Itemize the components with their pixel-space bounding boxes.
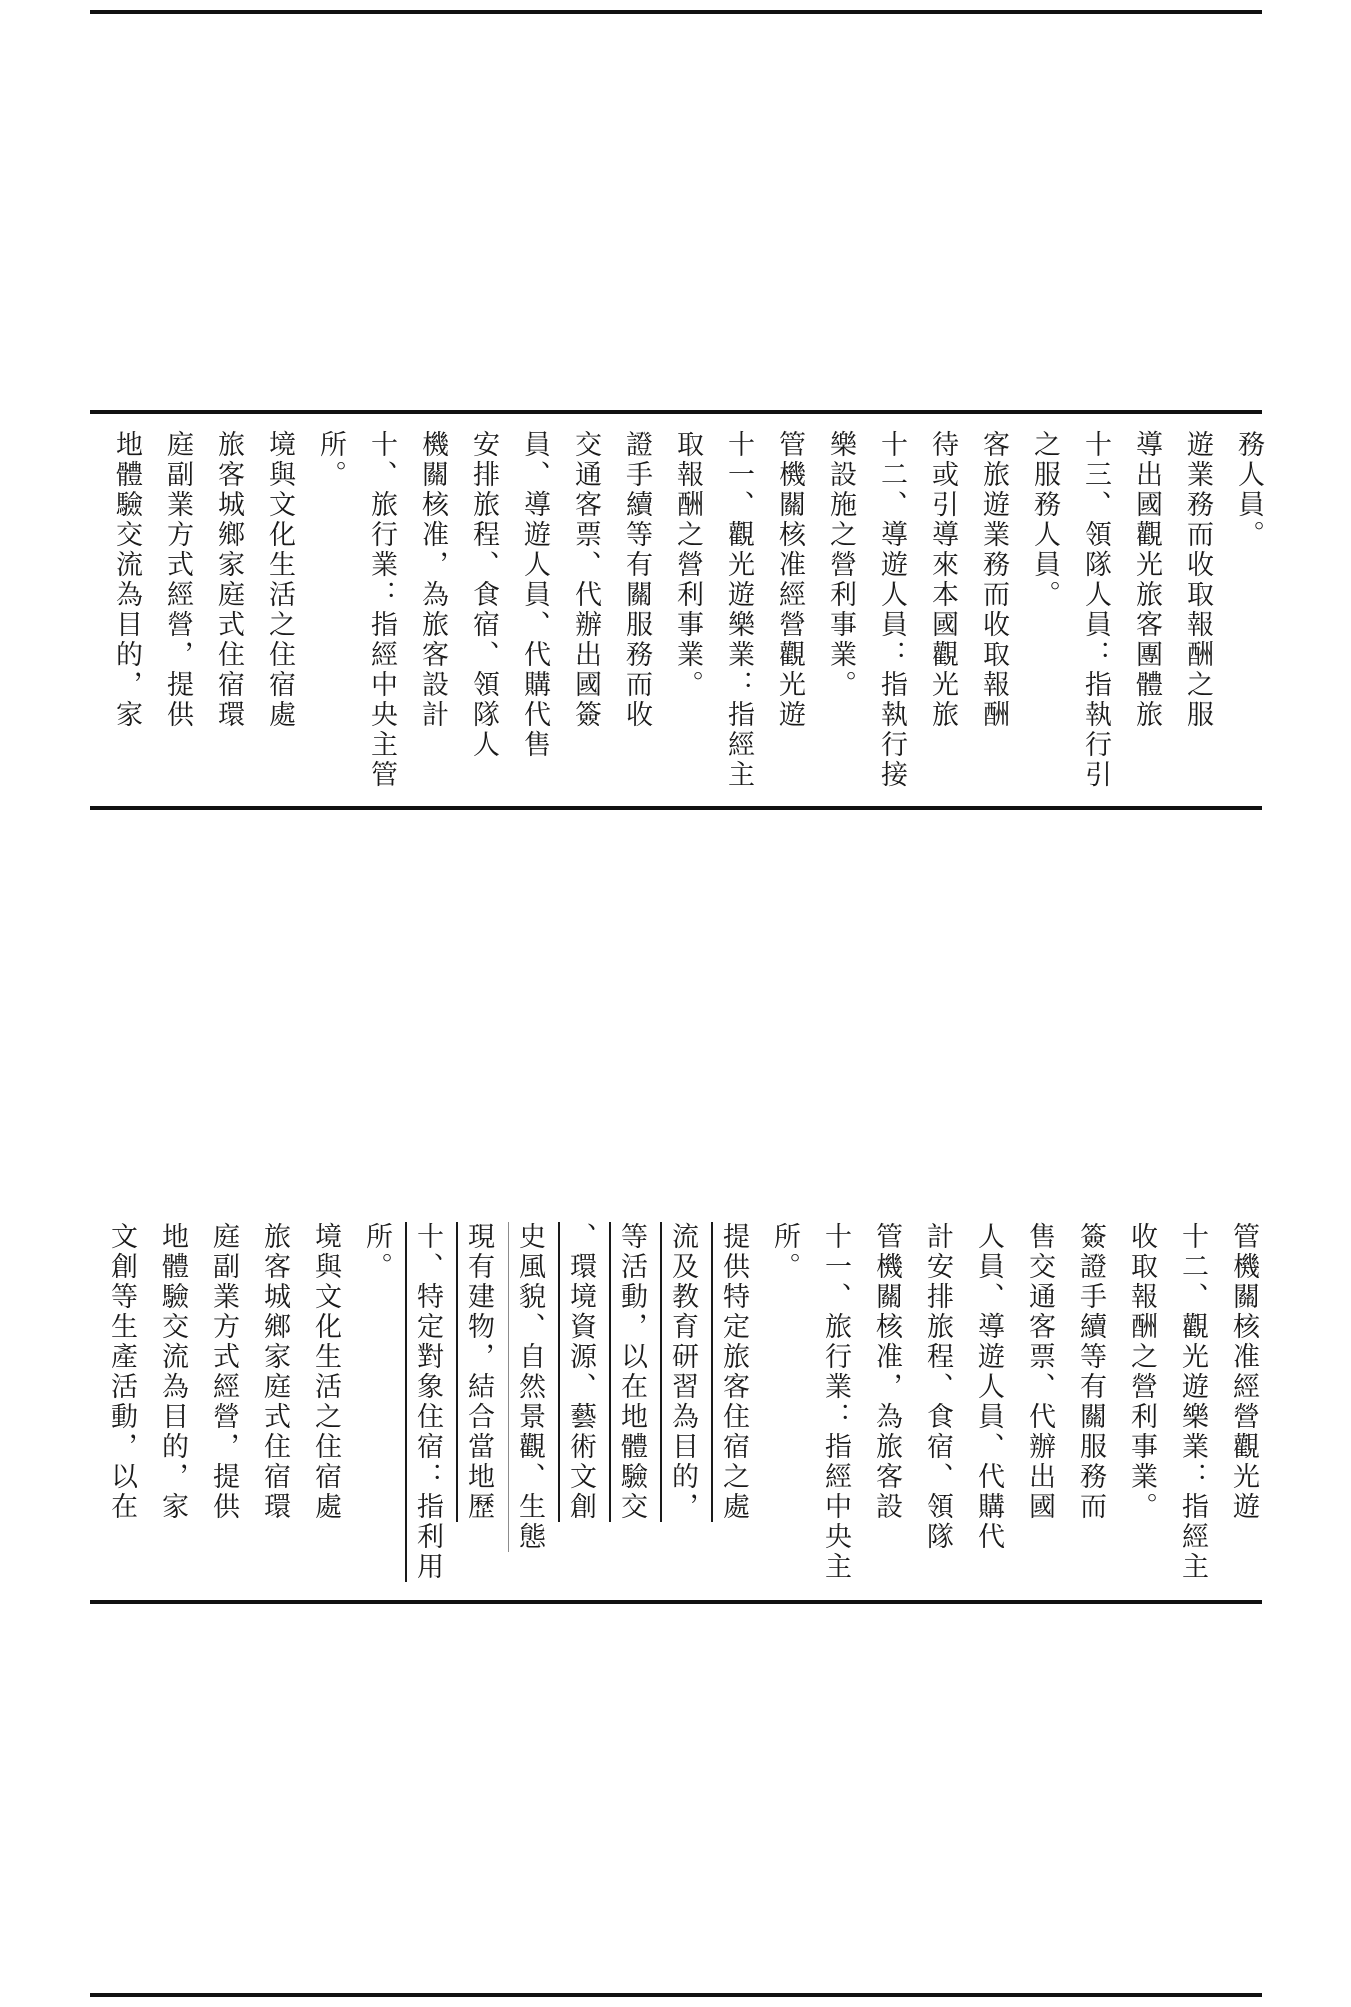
amended-text-line: 提供特定旅客住宿之處 (718, 1222, 749, 1522)
amended-text-line: 現有建物，結合當地歷 (463, 1222, 494, 1522)
amended-text-line: 、環境資源、藝術文創 (565, 1222, 596, 1522)
text-line: 文創等生產活動，以在 (106, 1222, 137, 1522)
text-line: 所。 (361, 1222, 392, 1282)
text-line: 地體驗交流為目的，家 (157, 1222, 188, 1522)
table-row-divider (90, 1600, 1262, 1604)
table-row-divider (90, 410, 1262, 414)
text-line: 所。 (769, 1222, 800, 1282)
text-line: 管機關核准經營觀光遊 (1228, 1222, 1259, 1522)
text-line: 十一、旅行業：指經中央主 (820, 1222, 851, 1582)
text-line: 十一、觀光遊樂業：指經主 (723, 430, 754, 790)
amended-text-line: 流及教育研習為目的， (667, 1222, 698, 1522)
text-line: 員、導遊人員、代購代售 (519, 430, 550, 760)
table-border-top (90, 10, 1262, 14)
text-line: 簽證手續等有關服務而 (1075, 1222, 1106, 1522)
text-line: 十三、領隊人員：指執行引 (1080, 430, 1111, 790)
amended-text-line: 等活動，以在地體驗交 (616, 1222, 647, 1522)
text-line: 之服務人員。 (1029, 430, 1060, 610)
text-line: 樂設施之營利事業。 (825, 430, 856, 700)
text-line: 交通客票、代辦出國簽 (570, 430, 601, 730)
text-line: 十二、觀光遊樂業：指經主 (1177, 1222, 1208, 1582)
text-line: 管機關核准經營觀光遊 (774, 430, 805, 730)
text-line: 安排旅程、食宿、領隊人 (468, 430, 499, 760)
text-line: 庭副業方式經營，提供 (208, 1222, 239, 1522)
text-line: 售交通客票、代辦出國 (1024, 1222, 1055, 1522)
text-line: 庭副業方式經營，提供 (162, 430, 193, 730)
text-line: 旅客城鄉家庭式住宿環 (213, 430, 244, 730)
text-line: 管機關核准，為旅客設 (871, 1222, 902, 1522)
text-line: 取報酬之營利事業。 (672, 430, 703, 700)
amended-text-line: 十、特定對象住宿：指利用 (412, 1222, 443, 1582)
amended-text-line: 史風貌、自然景觀、生態 (514, 1222, 545, 1552)
text-line: 機關核准，為旅客設計 (417, 430, 448, 730)
text-line: 旅客城鄉家庭式住宿環 (259, 1222, 290, 1522)
text-line: 務人員。 (1233, 430, 1264, 550)
text-line: 遊業務而收取報酬之服 (1182, 430, 1213, 730)
text-line: 計安排旅程、食宿、領隊 (922, 1222, 953, 1552)
text-line: 境與文化生活之住宿處 (310, 1222, 341, 1522)
text-line: 境與文化生活之住宿處 (264, 430, 295, 730)
table-row-divider (90, 806, 1262, 810)
text-line: 十二、導遊人員：指執行接 (876, 430, 907, 790)
table-border-bottom (90, 1993, 1262, 1997)
text-line: 十、旅行業：指經中央主管 (366, 430, 397, 790)
text-line: 所。 (315, 430, 346, 490)
text-line: 人員、導遊人員、代購代 (973, 1222, 1004, 1552)
text-line: 地體驗交流為目的，家 (111, 430, 142, 730)
amended-provision-text (96, 1222, 1269, 1582)
text-line: 客旅遊業務而收取報酬 (978, 430, 1009, 730)
text-line: 待或引導來本國觀光旅 (927, 430, 958, 730)
text-line: 收取報酬之營利事業。 (1126, 1222, 1157, 1522)
text-line: 證手續等有關服務而收 (621, 430, 652, 730)
text-line: 導出國觀光旅客團體旅 (1131, 430, 1162, 730)
existing-provision-text (101, 430, 1274, 790)
